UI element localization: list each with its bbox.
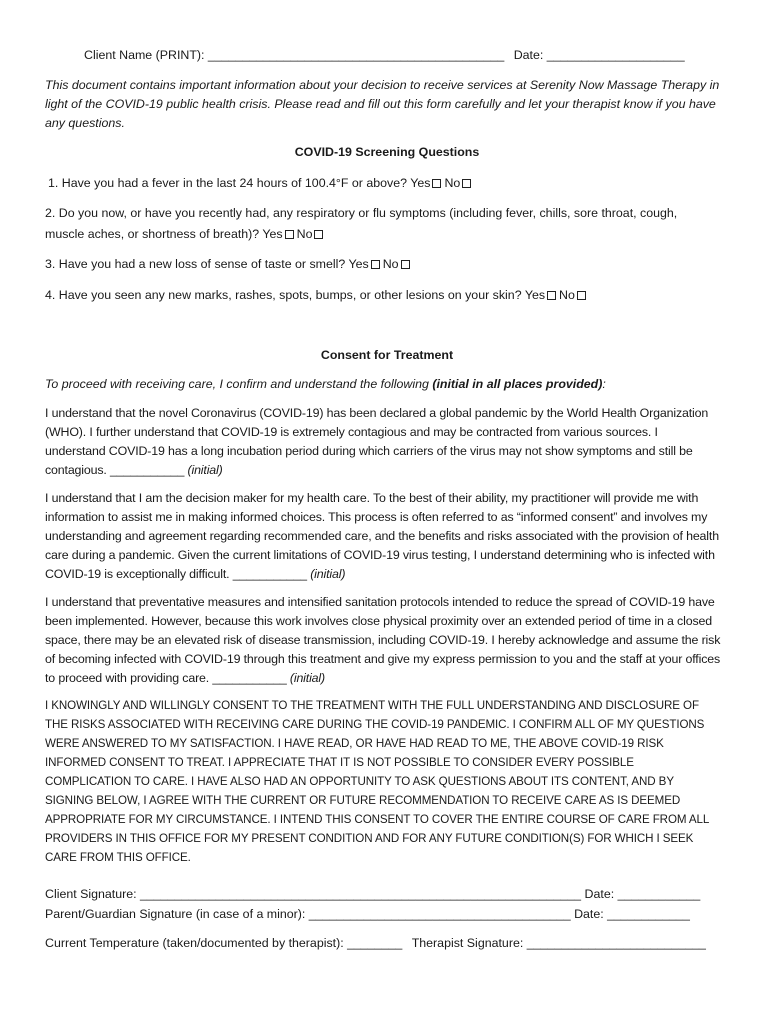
no-checkbox[interactable] xyxy=(577,291,586,300)
intro-paragraph: This document contains important information about your decision to receive services at Serenity Now Massage Therapy in light of the COVID-19 public health crisis. Please read and fill out this form carefully and let your therapist know if you have any questions. xyxy=(45,78,720,130)
initial-label: (initial) xyxy=(310,567,346,581)
guardian-date-field[interactable]: Date: ____________ xyxy=(574,907,690,921)
screening-question-3 xyxy=(45,255,729,274)
screening-title: COVID-19 Screening Questions xyxy=(294,145,480,159)
date-field[interactable]: Date: ____________________ xyxy=(513,48,685,62)
consent-lead-bold: (initial in all places provided) xyxy=(432,377,603,391)
no-label: No xyxy=(559,288,575,302)
question-text: 2. Do you now, or have you recently had, any respiratory or flu symptoms (including fever, chills, sore throat, cough, muscle aches, or shortness of breath)? xyxy=(45,206,678,241)
screening-question-1 xyxy=(48,174,732,193)
consent-title: Consent for Treatment xyxy=(320,348,454,362)
consent-lead-text: To proceed with receiving care, I confirm and understand the following xyxy=(45,377,433,391)
initial-label: (initial) xyxy=(187,463,223,477)
yes-label: Yes xyxy=(524,288,546,302)
paragraph-text: I understand that preventative measures and intensified sanitation protocols intended to reduce the spread of COVID-19 have been implemented. However, because this work involves close physical proximity over an extended period of time in a closed space, there may be an elevated risk of disease transmission, including COVID-19. I hereby acknowledge and assume the risk of becoming infected with COVID-19 through this treatment and give my express permission to you and the staff at your offices to proceed with providing care. xyxy=(45,595,721,685)
yes-label: Yes xyxy=(262,227,283,241)
no-label: No xyxy=(382,257,399,271)
therapist-signature-field[interactable]: Therapist Signature: __________________________ xyxy=(411,936,706,950)
question-text: 3. Have you had a new loss of sense of taste or smell? xyxy=(45,257,346,271)
client-date-field[interactable]: Date: ____________ xyxy=(584,887,701,901)
consent-lead xyxy=(45,375,729,394)
no-label: No xyxy=(296,227,313,241)
yes-label: Yes xyxy=(348,257,369,271)
consent-paragraph-2 xyxy=(45,489,727,584)
yes-checkbox[interactable] xyxy=(285,230,294,239)
no-label: No xyxy=(444,176,461,190)
client-name-line xyxy=(84,46,724,65)
guardian-signature-field[interactable]: Parent/Guardian Signature (in case of a minor): ______________________________________ xyxy=(45,907,571,921)
consent-paragraph-3 xyxy=(45,593,729,688)
client-signature-line xyxy=(45,885,729,904)
no-checkbox[interactable] xyxy=(314,230,323,239)
consent-lead-end: : xyxy=(602,377,606,391)
question-text: 1. Have you had a fever in the last 24 hours of 100.4°F or above? xyxy=(48,176,408,190)
yes-label: Yes xyxy=(410,176,431,190)
consent-caps-paragraph: I KNOWINGLY AND WILLINGLY CONSENT TO THE TREATMENT WITH THE FULL UNDERSTANDING AND DISCLOSURE OF THE RISKS ASSOCIATED WITH RECEIVING CARE DURING THE COVID-19 PANDEMIC. I CONFIRM ALL OF MY QUESTIONS WERE ANSWERED TO MY SATISFACTION. I HAVE READ, OR HAVE HAD READ TO ME, THE ABOVE COVID-19 RISK INFORMED CONSENT TO TREAT. I APPRECIATE THAT IT IS NOT POSSIBLE TO CONSIDER EVERY POSSIBLE COMPLICATION TO CARE. I HAVE ALSO HAD AN OPPORTUNITY TO ASK QUESTIONS ABOUT ITS CONTENT, AND BY SIGNING BELOW, I AGREE WITH THE CURRENT OR FUTURE RECOMMENDATION TO RECEIVE CARE AS IS DEEMED APPROPRIATE FOR MY CIRCUMSTANCE. I INTEND THIS CONSENT TO COVER THE ENTIRE COURSE OF CARE FROM ALL PROVIDERS IN THIS OFFICE FOR MY PRESENT CONDITION AND FOR ANY FUTURE CONDITION(S) FOR WHICH I SEEK CARE FROM THIS OFFICE. xyxy=(45,699,709,864)
no-checkbox[interactable] xyxy=(462,179,471,188)
question-text: 4. Have you seen any new marks, rashes, spots, bumps, or other lesions on your skin? xyxy=(45,288,522,302)
paragraph-text: I understand that the novel Coronavirus (COVID-19) has been declared a global pandemic by the World Health Organization (WHO). I further understand that COVID-19 is extremely contagious and may be contracted from various sources. I understand COVID-19 has a long incubation period during which carriers of the virus may not show symptoms and still be contagious. xyxy=(45,406,709,477)
yes-checkbox[interactable] xyxy=(432,179,441,188)
client-signature-field[interactable]: Client Signature: ________________________________________________________________ xyxy=(45,887,582,901)
no-checkbox[interactable] xyxy=(401,260,410,269)
initial-field[interactable]: ___________ xyxy=(232,567,307,581)
initial-field[interactable]: ___________ xyxy=(110,463,185,477)
temperature-line xyxy=(45,934,729,953)
screening-question-2 xyxy=(45,203,705,245)
guardian-signature-line xyxy=(45,905,729,924)
initial-label: (initial) xyxy=(289,671,325,685)
consent-paragraph-1 xyxy=(45,404,721,480)
yes-checkbox[interactable] xyxy=(547,291,556,300)
paragraph-text: I understand that I am the decision maker for my health care. To the best of their ability, my practitioner will provide me with information to assist me in making informed choices. This process is often referred to as “informed consent” and involves my understanding and agreement regarding recommended care, and the benefits and risks associated with the provision of health care during a pandemic. Given the current limitations of COVID-19 virus testing, I understand determining who is infected with COVID-19 is exceptionally difficult. xyxy=(45,491,719,581)
yes-checkbox[interactable] xyxy=(371,260,380,269)
screening-question-4 xyxy=(45,286,729,305)
initial-field[interactable]: ___________ xyxy=(212,671,287,685)
temperature-field[interactable]: Current Temperature (taken/documented by therapist): ________ xyxy=(45,936,403,950)
client-name-field[interactable]: Client Name (PRINT): ___________________________________________ xyxy=(84,48,505,62)
